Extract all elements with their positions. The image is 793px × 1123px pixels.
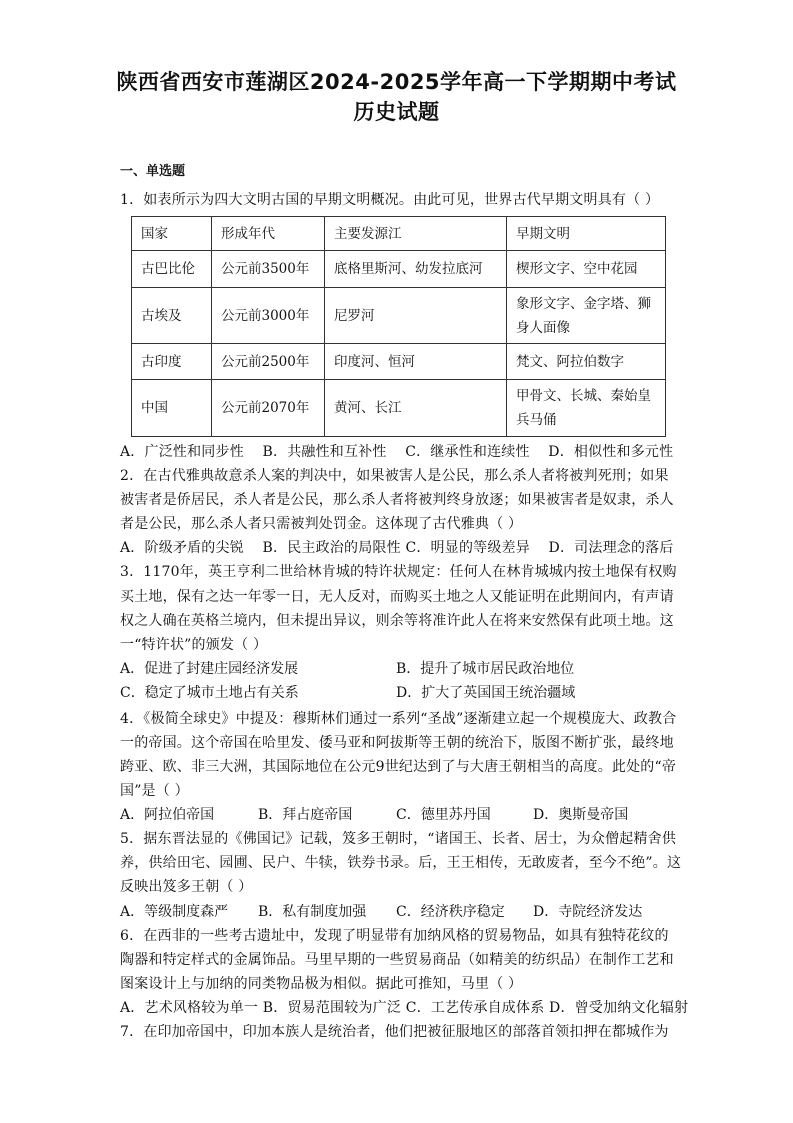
table-cell: [507, 380, 666, 437]
q4-line: 跨亚、欧、非三大洲，其国际地位在公元9世纪达到了与大唐王朝相当的高度。此处的“帝: [120, 759, 677, 775]
q5-option-b: B．私有制度加强: [258, 904, 367, 920]
table-cell: [507, 288, 666, 344]
q4-option-b: B．拜占庭帝国: [258, 807, 353, 823]
table-cell: 古埃及: [132, 288, 212, 344]
table-row: [132, 380, 666, 437]
table-cell: 中国: [132, 380, 212, 437]
q3-line: 买土地，保有之达一年零一日，无人反对，而购买土地之人又能证明在此期间内，有声请: [120, 589, 674, 605]
q3-option-a: A．促进了封建庄园经济发展: [120, 661, 299, 677]
q6-line: 6．在西非的一些考古遗址中，发现了明显带有加纳风格的贸易物品，如具有独特花纹的: [120, 928, 669, 944]
exam-subtitle: 历史试题: [353, 100, 440, 124]
table-header: 国家: [132, 217, 212, 251]
q4-option-a: A．阿拉伯帝国: [120, 807, 215, 823]
q6-options: A．艺术风格较为单一 B．贸易范围较为广泛 C．工艺传承自成体系 D．曾受加纳文化辐射: [120, 1000, 689, 1016]
table-cell: 楔形文字、空中花园: [507, 251, 666, 288]
q5-option-a: A．等级制度森严: [120, 904, 229, 920]
cell-line: 甲骨文、长城、秦始皇: [516, 388, 651, 404]
q1-options: A．广泛性和同步性 B．共融性和互补性 C．继承性和连续性 D．相似性和多元性: [120, 444, 674, 460]
q5-line: 5．据东晋法显的《佛国记》记载，笈多王朝时，“诸国王、长者、居士，为众僧起精舍供: [120, 831, 677, 847]
q5-line: 反映出笈多王朝（ ）: [120, 879, 253, 895]
table-cell: 黄河、长江: [325, 380, 507, 437]
q3-line: 一“特许状”的颁发（ ）: [120, 637, 268, 653]
q3-line: 权之人确在英格兰境内，但未提出异议，则余等将准许此人在将来安然保有此项土地。这: [120, 613, 674, 629]
table-cell: 公元前2500年: [212, 344, 325, 380]
table-cell: 公元前3000年: [212, 288, 325, 344]
q3-option-d: D．扩大了英国国王统治疆域: [396, 685, 576, 701]
table-header: 主要发源江: [325, 217, 507, 251]
table-cell: 梵文、阿拉伯数字: [507, 344, 666, 380]
q5-line: 养，供给田宅、园圃、民户、牛犊，铁券书录。后，王王相传，无敢废者，至今不绝”。这: [120, 855, 682, 871]
table-cell: 底格里斯河、幼发拉底河: [325, 251, 507, 288]
q3-option-c: C．稳定了城市土地占有关系: [120, 685, 299, 701]
table-row: [132, 288, 666, 344]
q7-line: 7．在印加帝国中，印加本族人是统治者，他们把被征服地区的部落首领扣押在都城作为: [120, 1024, 669, 1040]
q6-line: 图案设计上与加纳的同类物品极为相似。据此可推知，马里（ ）: [120, 976, 523, 992]
table-row: [132, 344, 666, 380]
table-cell: 古巴比伦: [132, 251, 212, 288]
q4-option-c: C．德里苏丹国: [396, 807, 491, 823]
table-header: 形成年代: [212, 217, 325, 251]
q2-options: A．阶级矛盾的尖锐 B．民主政治的局限性 C．明显的等级差异 D．司法理念的落后: [120, 540, 674, 556]
q3-option-b: B．提升了城市居民政治地位: [396, 661, 575, 677]
q2-line: 被害者是侨居民，杀人者是公民，那么杀人者将被判终身放逐；如果被害者是奴隶，杀人: [120, 492, 674, 508]
exam-title: 陕西省西安市莲湖区2024-2025学年高一下学期期中考试: [116, 70, 677, 94]
q4-option-d: D．奥斯曼帝国: [533, 807, 629, 823]
table-cell: 公元前3500年: [212, 251, 325, 288]
table-cell: 古印度: [132, 344, 212, 380]
q4-line: 4．《极简全球史》中提及：穆斯林们通过一系列“圣战”逐渐建立起一个规模庞大、政教合: [120, 711, 677, 727]
section-heading: 一、单选题: [120, 164, 186, 179]
q5-option-d: D．寺院经济发达: [533, 904, 643, 920]
q6-line: 陶器和特定样式的金属饰品。马里早期的一些贸易商品（如精美的纺织品）在制作工艺和: [120, 952, 674, 968]
q5-option-c: C．经济秩序稳定: [396, 904, 505, 920]
table-cell: 公元前2070年: [212, 380, 325, 437]
table-row: [132, 251, 666, 288]
table-cell: 尼罗河: [325, 288, 507, 344]
q1-stem: 1．如表所示为四大文明古国的早期文明概况。由此可见，世界古代早期文明具有（ ）: [120, 192, 660, 208]
table-cell: 印度河、恒河: [325, 344, 507, 380]
q4-line: 一的帝国。这个帝国在哈里发、倭马亚和阿拔斯等王朝的统治下，版图不断扩张，最终地: [120, 735, 674, 751]
q2-line: 者是公民，那么杀人者只需被判处罚金。这体现了古代雅典（ ）: [120, 516, 523, 532]
q3-line: 3．1170年，英王亨利二世给林肯城的特许状规定：任何人在林肯城城内按土地保有权购: [120, 564, 677, 580]
q4-line: 国”是（ ）: [120, 783, 189, 799]
cell-line: 身人面像: [516, 319, 570, 336]
table-header: 早期文明: [507, 217, 666, 251]
cell-line: 象形文字、金字塔、狮: [516, 295, 651, 312]
table-header-row: [132, 217, 666, 251]
civilization-table: [131, 216, 666, 437]
q2-line: 2．在古代雅典故意杀人案的判决中，如果被害人是公民，那么杀人者将被判死刑；如果: [120, 468, 669, 484]
cell-line: 兵马俑: [516, 412, 557, 428]
